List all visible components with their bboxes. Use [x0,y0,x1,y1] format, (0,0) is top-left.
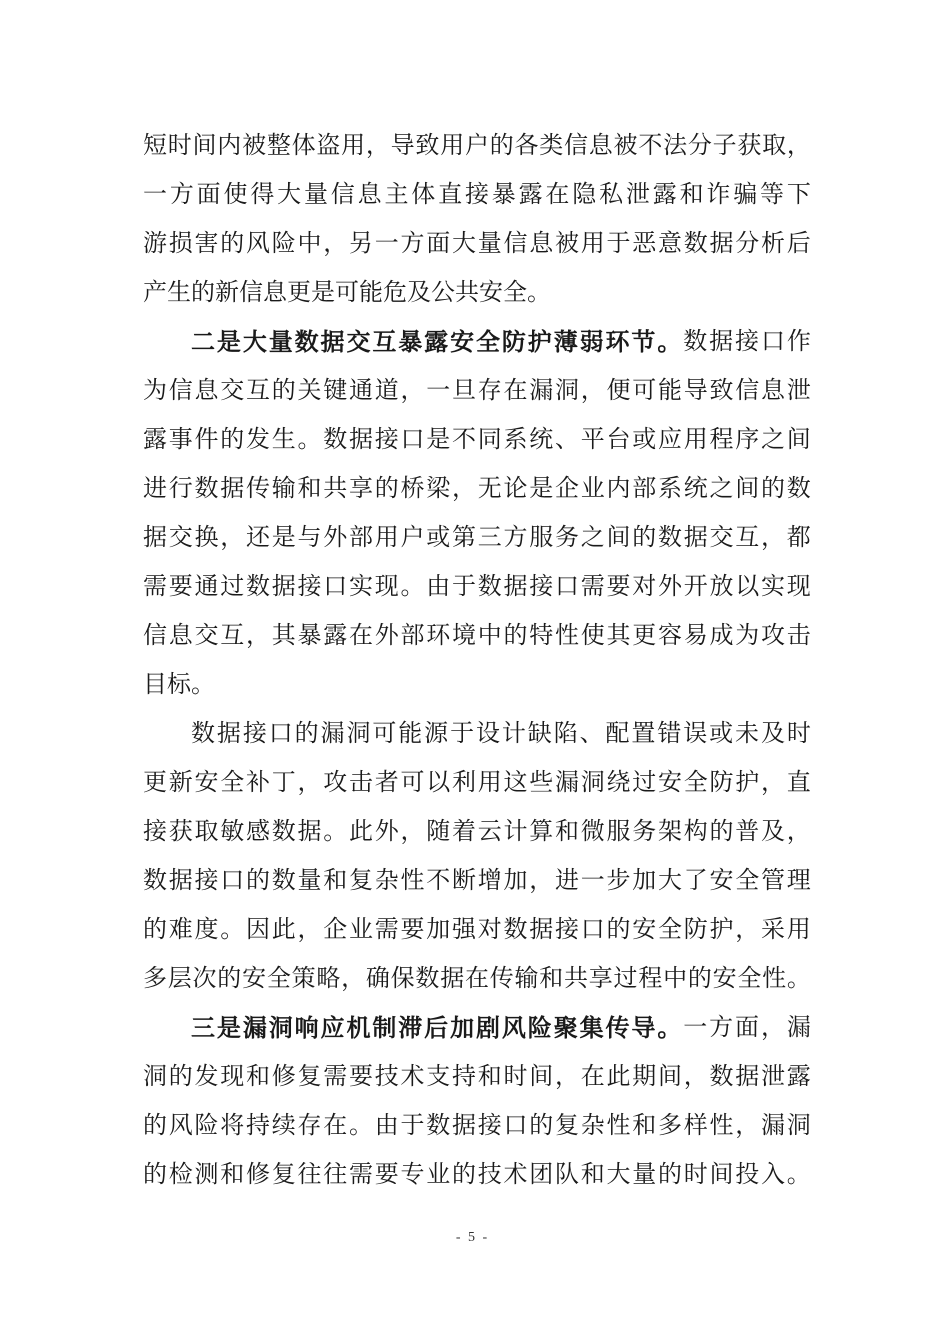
page-number: - 5 - [455,1230,490,1245]
document-body [143,121,811,1199]
text-line: 为 信 息 交 互 的 关 键 通 道 ， 一 旦 存 在 漏 洞 ， 便 可 能 导 致 信 息 泄 [143,376,811,404]
text-line: 接 获 取 敏 感 数 据 。 此 外 ， 随 着 云 计 算 和 微 服 务 架 构 的 普 及 ， [143,817,811,845]
text-line: 的 风 险 将 持 续 存 在 。 由 于 数 据 接 口 的 复 杂 性 和 多 样 性 ， 漏 洞 [143,1111,811,1139]
text-line: 进 行 数 据 传 输 和 共 享 的 桥 梁 ， 无 论 是 企 业 内 部 系 统 之 间 的 数 [143,474,811,502]
text-line: 据 交 换 ， 还 是 与 外 部 用 户 或 第 三 方 服 务 之 间 的 数 据 交 互 ， 都 [143,523,811,551]
text-line: 三 是 漏 洞 响 应 机 制 滞 后 加 剧 风 险 聚 集 传 导 。 一 方 面 ， 漏 [191,1013,811,1042]
text-line: 露 事 件 的 发 生 。 数 据 接 口 是 不 同 系 统 、 平 台 或 应 用 程 序 之 间 [143,425,811,453]
text-line: 的 检 测 和 修 复 往 往 需 要 专 业 的 技 术 团 队 和 大 量 的 时 间 投 入 。 [143,1160,811,1188]
text-line: 多 层 次 的 安 全 策 略 ， 确 保 数 据 在 传 输 和 共 享 过 程 中 的 安 全 性 。 [143,964,811,992]
text-line: 需 要 通 过 数 据 接 口 实 现 。 由 于 数 据 接 口 需 要 对 外 开 放 以 实 现 [143,572,811,600]
text-line: 的 难 度 。 因 此 ， 企 业 需 要 加 强 对 数 据 接 口 的 安 全 防 护 ， 采 用 [143,915,811,943]
text-line: 数 据 接 口 的 数 量 和 复 杂 性 不 断 增 加 ， 进 一 步 加 大 了 安 全 管 理 [143,866,811,894]
paragraph [143,121,811,317]
text-line: 更 新 安 全 补 丁 ， 攻 击 者 可 以 利 用 这 些 漏 洞 绕 过 安 全 防 护 ， 直 [143,768,811,796]
paragraph [143,709,811,1003]
text-line: 短 时 间 内 被 整 体 盗 用 ， 导 致 用 户 的 各 类 信 息 被 不 法 分 子 获 取 ， [143,131,811,159]
text-line: 游 损 害 的 风 险 中 ， 另 一 方 面 大 量 信 息 被 用 于 恶 意 数 据 分 析 后 [143,229,811,257]
text-line: 目 标 。 [143,670,215,698]
text-line: 信 息 交 互 ， 其 暴 露 在 外 部 环 境 中 的 特 性 使 其 更 容 易 成 为 攻 击 [143,621,811,649]
text-line: 数 据 接 口 的 漏 洞 可 能 源 于 设 计 缺 陷 、 配 置 错 误 或 未 及 时 [191,719,811,747]
text-line: 洞 的 发 现 和 修 复 需 要 技 术 支 持 和 时 间 ， 在 此 期 间 ， 数 据 泄 露 [143,1062,811,1090]
paragraph [143,1003,811,1199]
text-line: 产 生 的 新 信 息 更 是 可 能 危 及 公 共 安 全 。 [143,278,551,306]
paragraph [143,317,811,709]
text-line: 一 方 面 使 得 大 量 信 息 主 体 直 接 暴 露 在 隐 私 泄 露 和 诈 骗 等 下 [143,180,811,208]
text-line: 二 是 大 量 数 据 交 互 暴 露 安 全 防 护 薄 弱 环 节 。 数 据 接 口 作 [191,327,811,356]
